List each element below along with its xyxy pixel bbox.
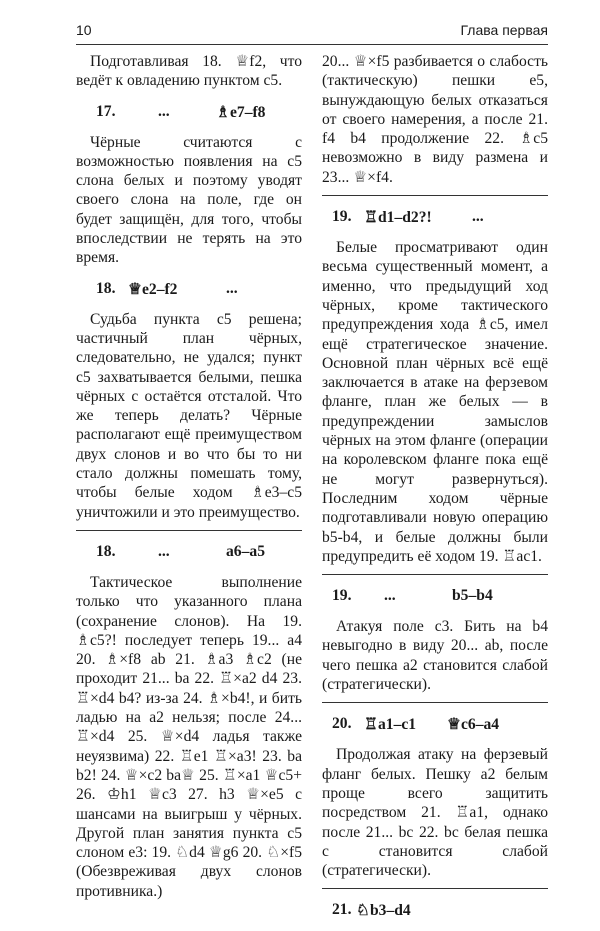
paragraph: Судьба пункта c5 решена; частичный план чёрных, следовательно, не удался; пункт c5 захватывается белыми, пешка чёрных c остаётся отсталой. Что же теперь делать? Чёрные располагают ещё преимуществом двух слонов и во что бы то ни стало должны помешать тому, чтобы белые ходом ♗e3–c5 уничтожили и это преимущество. [76,310,302,521]
move-black: b5–b4 [452,587,493,605]
move-black: a6–a5 [226,542,265,560]
move-black: ... [472,208,484,226]
move-black: ♗e7–f8 [216,103,266,121]
move-white: ♖a1–c1 [364,716,417,734]
right-column [322,52,548,931]
paragraph: Подготавливая 18. ♕f2, что ведёт к овладению пунктом c5. [76,53,302,90]
left-column [76,52,302,901]
move-header [322,206,548,230]
move-number: 19. [332,208,352,226]
page-header [76,22,548,45]
divider [322,574,548,575]
divider [322,702,548,703]
move-header [76,278,302,302]
paragraph: Белые просматривают один весьма существенный момент, а именно, что предыдущий ход чёрных, кроме тактического предупреждения хода ♗c5, имел ещё стратегическое значение. Основной план чёрных всё ещё заключается в атаке на ферзевом фланге, план же белых — в предупреждении замыслов чёрных на этом фланге (операции на королевском фланге пока ещё не могут развернуться). Последним ходом чёрные подготавливали новую операцию b5-b4, и белые должны были предупредить её ходом 19. ♖ac1. [322,239,548,565]
paragraph: 20... ♕×f5 разбивается о слабость (тактическую) пешки e5, вынуждающую белых отказаться от своего намерения, а после 21. f4 b4 продолжение 22. ♗c5 невозможно в виду размена и 23... ♕×f4. [322,53,548,186]
move-white: ♕e2–f2 [128,280,178,298]
paragraph: Атакуя поле c3. Бить на b4 невыгодно в виду 20... ab, после чего пешка a2 становится слабой (стратегически). [322,618,548,694]
paragraph: Чёрные считаются с возможностью появления на c5 слона белых и поэтому уводят своего слона на поле, где он будет защищён, для того, чтобы впоследствии не терять на это время. [76,133,302,267]
paragraph: Продолжая атаку на ферзевый фланг белых. Пешку a2 белым проще всего защитить посредством 21. ♖a1, однако после 21... bc 22. bc белая пешка c становится слабой (стратегически). [322,746,548,880]
divider [322,888,548,889]
move-header [322,899,548,923]
move-header [76,541,302,565]
divider [322,195,548,196]
move-number: 20. [332,715,352,733]
divider [76,530,302,531]
move-number: 18. [96,542,116,560]
move-number: 18. [96,279,116,297]
move-white: ♖d1–d2?! [364,209,432,227]
move-header [322,713,548,737]
move-white: ... [158,102,170,120]
page-number: 10 [76,22,92,38]
move-number: 17. [96,102,116,120]
move-header [76,101,302,125]
move-number: 19. [332,587,352,605]
paragraph: Тактическое выполнение только что указанного плана (сохранение слонов). На 19. ♗c5?! последует теперь 19... a4 20. ♗×f8 ab 21. ♗a3 ♗c2 (не проходит 21... ba 22. ♖×a2 d4 23. ♖×d4 b4? из-за 24. ♗×b4!, и бить ладью на a2 нельзя; после 24... ♖×d4 25. ♕×d4 ладья также неуязвима) 22. ♖e1 ♖×a3! 23. ba b2! 24. ♕×c2 ba♕ 25. ♖×a1 ♕c5+ 26. ♔h1 ♕c3 27. h3 ♕×e5 с шансами на выигрыш у чёрных. Другой план занятия пункта c5 слоном e3: 19. ♘d4 ♕g6 20. ♘×f5 (Обезвреживая двух слонов противника.) [76,573,302,900]
move-white: ♘b3–d4 [356,902,411,920]
chapter-title: Глава первая [460,22,548,38]
move-white: ... [384,587,396,605]
move-white: ... [158,542,170,560]
move-header [322,585,548,609]
move-black: ... [226,279,238,297]
move-black: ♕c6–a4 [447,716,500,734]
move-number: 21. [332,901,352,919]
